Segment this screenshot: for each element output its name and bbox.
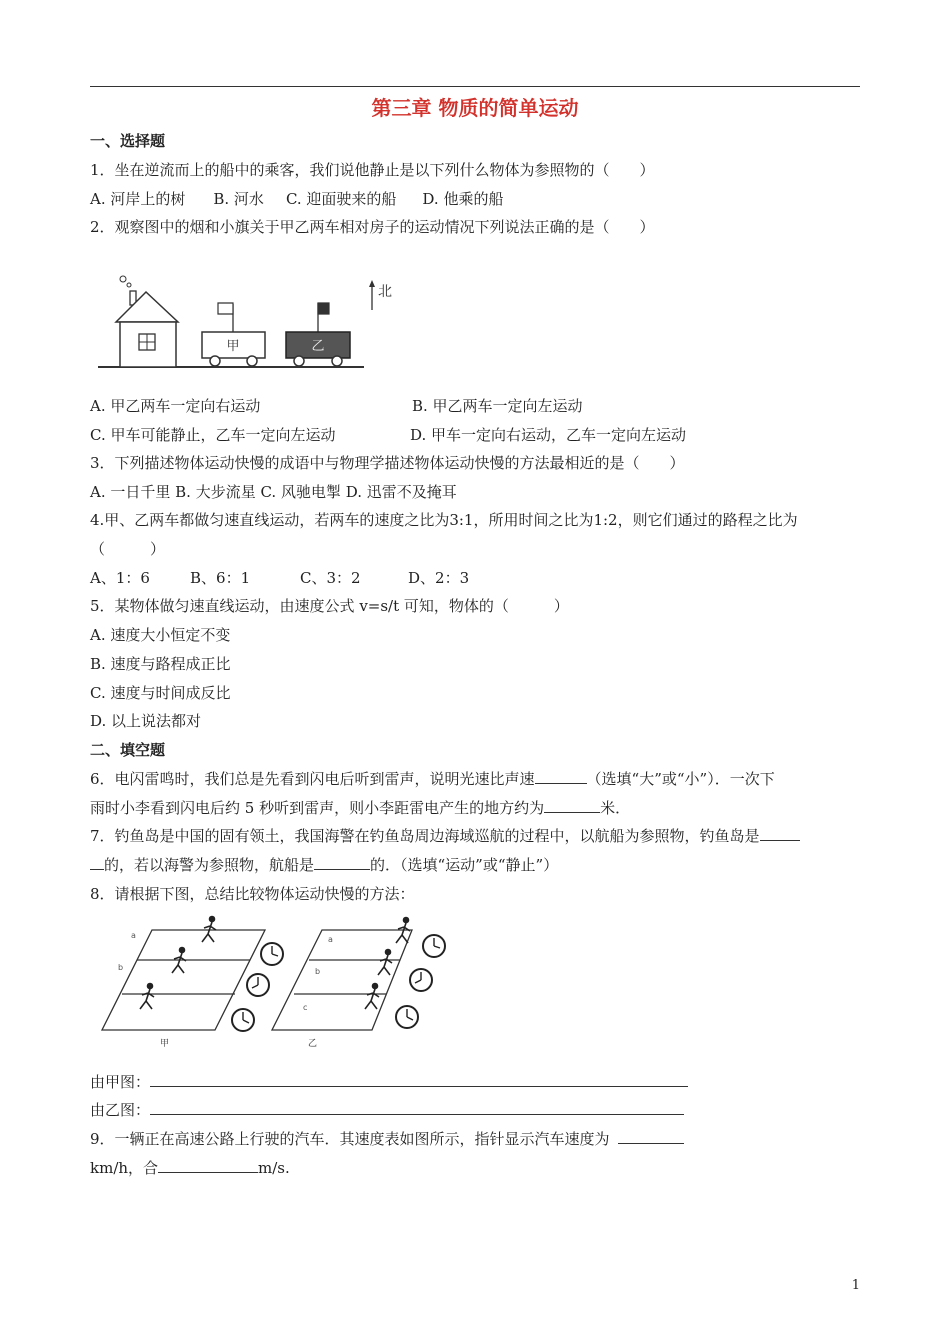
q8-ans1-label: 由甲图：	[90, 1073, 151, 1091]
q9-blank-1[interactable]	[618, 1129, 684, 1144]
yi-lane-b: b	[315, 967, 321, 976]
q9-line1	[90, 1129, 684, 1149]
q3-options: A. 一日千里 B. 大步流星 C. 风驰电掣 D. 迅雷不及掩耳	[90, 483, 457, 501]
q7-blank-1b[interactable]	[90, 855, 104, 870]
q8-answer-yi	[90, 1100, 684, 1120]
q5-option-c: C. 速度与时间成反比	[90, 684, 231, 702]
q6-text-3: 雨时小李看到闪电后约 5 秒听到雷声，则小李距雷电产生的地方约为	[90, 799, 545, 817]
section-heading-fill: 二、填空题	[90, 741, 166, 759]
q9-line2	[90, 1158, 290, 1178]
yi-lane-c: c	[303, 1003, 308, 1012]
q4-option-a: A、1：6	[90, 569, 150, 587]
car-jia-label: 甲	[226, 339, 240, 354]
q5-option-d: D. 以上说法都对	[90, 712, 202, 730]
q1-option-d: D. 他乘的船	[422, 190, 504, 208]
q2-stem: 2．观察图中的烟和小旗关于甲乙两车相对房子的运动情况下列说法正确的是（ ）	[90, 218, 655, 236]
q6-line1	[90, 769, 775, 789]
q8-figure-runners-clocks	[100, 912, 460, 1062]
q1-stem: 1．坐在逆流而上的船中的乘客，我们说他静止是以下列什么物体为参照物的（ ）	[90, 161, 655, 179]
q4-option-c: C、3：2	[300, 569, 361, 587]
q7-text-1: 7．钓鱼岛是中国的固有领土，我国海警在钓鱼岛周边海域巡航的过程中，以航船为参照物，钓鱼岛是	[90, 827, 760, 845]
q7-line2	[90, 855, 558, 875]
page-title: 第三章 物质的简单运动	[371, 96, 579, 120]
q8-ans2-label: 由乙图：	[90, 1101, 151, 1119]
q4-stem-bracket: （ ）	[90, 540, 166, 558]
yi-lane-a: a	[328, 935, 333, 944]
header-rule	[90, 86, 860, 87]
q2-option-b: B. 甲乙两车一定向左运动	[412, 397, 583, 415]
q9-text-2: km/h，合	[90, 1159, 159, 1177]
jia-panel-label: 甲	[160, 1039, 170, 1049]
q7-blank-1a[interactable]	[760, 826, 800, 841]
q6-text-1: 6．电闪雷鸣时，我们总是先看到闪电后听到雷声，说明光速比声速	[90, 770, 535, 788]
q9-blank-2[interactable]	[158, 1158, 258, 1173]
q8-blank-yi[interactable]	[150, 1100, 684, 1115]
north-label: 北	[378, 284, 392, 300]
section-heading-choice: 一、选择题	[90, 132, 166, 150]
q6-text-2: （选填“大”或“小”）．一次下	[586, 770, 775, 788]
q5-option-a: A. 速度大小恒定不变	[90, 626, 231, 644]
q2-option-a: A. 甲乙两车一定向右运动	[90, 397, 261, 415]
jia-lane-b: b	[118, 963, 124, 972]
q9-text-1: 9．一辆正在高速公路上行驶的汽车．其速度表如图所示，指针显示汽车速度为	[90, 1130, 610, 1148]
q1-option-b: B. 河水	[213, 190, 264, 208]
q1-option-c: C. 迎面驶来的船	[285, 190, 397, 208]
q8-answer-jia	[90, 1072, 688, 1092]
q1-options	[90, 189, 503, 209]
q4-option-d: D、2：3	[408, 569, 470, 587]
q3-stem: 3．下列描述物体运动快慢的成语中与物理学描述物体运动快慢的方法最相近的是（ ）	[90, 454, 685, 472]
yi-panel-label: 乙	[308, 1039, 318, 1049]
q8-stem: 8．请根据下图，总结比较物体运动快慢的方法：	[90, 885, 415, 903]
q2-figure-house-cars	[96, 270, 406, 375]
q6-line2	[90, 798, 630, 818]
q5-stem: 5．某物体做匀速直线运动，由速度公式 v=s/t 可知，物体的（ ）	[90, 597, 569, 615]
q9-text-3: m/s.	[258, 1159, 290, 1177]
q1-option-a: A. 河岸上的树	[90, 190, 186, 208]
q7-line1	[90, 826, 800, 846]
q6-blank-2[interactable]	[544, 798, 600, 813]
q6-text-4: 米．	[600, 799, 631, 817]
q7-text-3: 的．（选填“运动”或“静止”）	[370, 856, 559, 874]
car-yi-label: 乙	[311, 339, 325, 354]
q6-blank-1[interactable]	[535, 769, 587, 784]
q4-option-b: B、6：1	[190, 569, 251, 587]
q2-option-d: D. 甲车一定向右运动，乙车一定向左运动	[410, 426, 687, 444]
q2-option-c: C. 甲车可能静止，乙车一定向左运动	[90, 426, 336, 444]
q8-blank-jia[interactable]	[150, 1072, 688, 1087]
q7-text-2: 的，若以海警为参照物，航船是	[104, 856, 315, 874]
q7-blank-2[interactable]	[314, 855, 370, 870]
q5-option-b: B. 速度与路程成正比	[90, 655, 231, 673]
q4-stem: 4.甲、乙两车都做匀速直线运动，若两车的速度之比为3:1，所用时间之比为1:2，则它们通过的路程之比为	[90, 511, 798, 529]
jia-lane-a: a	[131, 931, 136, 940]
page-number: 1	[851, 1278, 860, 1293]
